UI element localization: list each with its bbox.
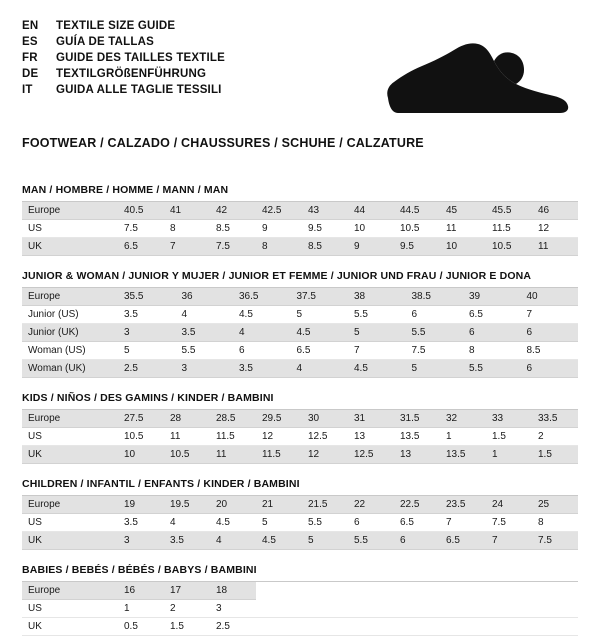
cell: 39 bbox=[463, 288, 521, 306]
cell: 23.5 bbox=[440, 496, 486, 514]
cell: 3 bbox=[176, 360, 234, 378]
cell: 11 bbox=[532, 238, 578, 256]
cell: 5.5 bbox=[302, 514, 348, 532]
cell: 40.5 bbox=[118, 202, 164, 220]
cell-empty bbox=[486, 582, 532, 600]
cell: 1.5 bbox=[532, 446, 578, 464]
language-title: GUIDA ALLE TAGLIE TESSILI bbox=[56, 84, 222, 96]
cell: 8.5 bbox=[210, 220, 256, 238]
cell: 3 bbox=[210, 600, 256, 618]
cell-empty bbox=[348, 582, 394, 600]
cell: 12 bbox=[256, 428, 302, 446]
cell: 2.5 bbox=[118, 360, 176, 378]
cell: 4.5 bbox=[291, 324, 349, 342]
language-title: GUÍA DE TALLAS bbox=[56, 36, 154, 48]
language-code: IT bbox=[22, 84, 33, 96]
cell: 1 bbox=[486, 446, 532, 464]
cell: 6 bbox=[463, 324, 521, 342]
section-babies bbox=[22, 564, 578, 636]
cell: 7.5 bbox=[406, 342, 464, 360]
cell: 18 bbox=[210, 582, 256, 600]
cell: 1.5 bbox=[164, 618, 210, 636]
table-row bbox=[22, 288, 578, 306]
cell-empty bbox=[348, 618, 394, 636]
cell: 6 bbox=[406, 306, 464, 324]
row-label: Europe bbox=[22, 582, 118, 600]
language-code: EN bbox=[22, 20, 39, 32]
cell-empty bbox=[394, 600, 440, 618]
cell: 19 bbox=[118, 496, 164, 514]
cell: 7.5 bbox=[486, 514, 532, 532]
row-label: Europe bbox=[22, 496, 118, 514]
cell: 5 bbox=[256, 514, 302, 532]
cell: 7 bbox=[348, 342, 406, 360]
cell: 44.5 bbox=[394, 202, 440, 220]
cell: 33.5 bbox=[532, 410, 578, 428]
table-row bbox=[22, 446, 578, 464]
language-row bbox=[22, 34, 225, 50]
row-label: UK bbox=[22, 532, 118, 550]
row-label: Woman (US) bbox=[22, 342, 118, 360]
cell: 5.5 bbox=[463, 360, 521, 378]
cell-empty bbox=[532, 582, 578, 600]
cell: 4.5 bbox=[210, 514, 256, 532]
row-label: Europe bbox=[22, 410, 118, 428]
cell: 43 bbox=[302, 202, 348, 220]
language-title: TEXTILGRÖßENFÜHRUNG bbox=[56, 68, 207, 80]
size-table-junior-woman bbox=[22, 288, 578, 378]
cell: 29.5 bbox=[256, 410, 302, 428]
size-table-man bbox=[22, 202, 578, 256]
table-row bbox=[22, 496, 578, 514]
cell: 4 bbox=[291, 360, 349, 378]
cell: 13 bbox=[348, 428, 394, 446]
section-junior-woman bbox=[22, 270, 578, 378]
cell: 9 bbox=[256, 220, 302, 238]
cell: 11 bbox=[210, 446, 256, 464]
cell: 12.5 bbox=[348, 446, 394, 464]
row-label: US bbox=[22, 600, 118, 618]
cell: 5 bbox=[302, 532, 348, 550]
cell: 3.5 bbox=[164, 532, 210, 550]
cell: 19.5 bbox=[164, 496, 210, 514]
cell: 3 bbox=[118, 324, 176, 342]
cell: 4 bbox=[176, 306, 234, 324]
dress-shoe-icon bbox=[382, 36, 572, 122]
size-table-children bbox=[22, 496, 578, 550]
table-row bbox=[22, 618, 578, 636]
cell: 20 bbox=[210, 496, 256, 514]
cell: 27.5 bbox=[118, 410, 164, 428]
table-row bbox=[22, 306, 578, 324]
cell: 4 bbox=[233, 324, 291, 342]
cell: 3.5 bbox=[233, 360, 291, 378]
row-label: US bbox=[22, 428, 118, 446]
cell: 4.5 bbox=[256, 532, 302, 550]
cell: 12.5 bbox=[302, 428, 348, 446]
cell-empty bbox=[486, 618, 532, 636]
section-man bbox=[22, 184, 578, 256]
table-row bbox=[22, 410, 578, 428]
cell: 8.5 bbox=[521, 342, 579, 360]
cell: 33 bbox=[486, 410, 532, 428]
cell-empty bbox=[486, 600, 532, 618]
cell: 36.5 bbox=[233, 288, 291, 306]
cell-empty bbox=[532, 600, 578, 618]
section-title: MAN / HOMBRE / HOMME / MANN / MAN bbox=[22, 184, 578, 202]
cell: 10.5 bbox=[394, 220, 440, 238]
cell: 13 bbox=[394, 446, 440, 464]
cell: 7 bbox=[164, 238, 210, 256]
cell: 45 bbox=[440, 202, 486, 220]
cell: 25 bbox=[532, 496, 578, 514]
cell: 6.5 bbox=[463, 306, 521, 324]
cell: 1 bbox=[440, 428, 486, 446]
row-label: Junior (UK) bbox=[22, 324, 118, 342]
size-table-babies bbox=[22, 582, 578, 636]
cell-empty bbox=[532, 618, 578, 636]
cell: 11.5 bbox=[486, 220, 532, 238]
cell: 6.5 bbox=[118, 238, 164, 256]
cell: 7 bbox=[486, 532, 532, 550]
cell: 9 bbox=[348, 238, 394, 256]
cell: 6 bbox=[394, 532, 440, 550]
cell: 5 bbox=[291, 306, 349, 324]
row-label: UK bbox=[22, 446, 118, 464]
cell: 3.5 bbox=[118, 306, 176, 324]
table-row bbox=[22, 532, 578, 550]
cell: 22 bbox=[348, 496, 394, 514]
row-label: US bbox=[22, 220, 118, 238]
size-table-kids bbox=[22, 410, 578, 464]
row-label: UK bbox=[22, 238, 118, 256]
cell: 4.5 bbox=[348, 360, 406, 378]
cell: 10 bbox=[118, 446, 164, 464]
cell: 6.5 bbox=[394, 514, 440, 532]
cell: 5 bbox=[348, 324, 406, 342]
cell-empty bbox=[256, 618, 302, 636]
language-row bbox=[22, 50, 225, 66]
cell: 3 bbox=[118, 532, 164, 550]
table-row bbox=[22, 514, 578, 532]
cell: 11.5 bbox=[256, 446, 302, 464]
cell: 7 bbox=[521, 306, 579, 324]
cell-empty bbox=[348, 600, 394, 618]
cell: 8 bbox=[463, 342, 521, 360]
cell: 13.5 bbox=[440, 446, 486, 464]
cell-empty bbox=[302, 582, 348, 600]
document-header bbox=[22, 18, 578, 122]
row-label: Junior (US) bbox=[22, 306, 118, 324]
cell: 1 bbox=[118, 600, 164, 618]
cell-empty bbox=[440, 618, 486, 636]
row-label: UK bbox=[22, 618, 118, 636]
cell-empty bbox=[440, 582, 486, 600]
cell: 8.5 bbox=[302, 238, 348, 256]
cell: 1.5 bbox=[486, 428, 532, 446]
cell: 31.5 bbox=[394, 410, 440, 428]
cell: 44 bbox=[348, 202, 394, 220]
row-label: Woman (UK) bbox=[22, 360, 118, 378]
cell: 2 bbox=[532, 428, 578, 446]
language-code: DE bbox=[22, 68, 39, 80]
section-title: CHILDREN / INFANTIL / ENFANTS / KINDER / BAMBINI bbox=[22, 478, 578, 496]
category-line: FOOTWEAR / CALZADO / CHAUSSURES / SCHUHE / CALZATURE bbox=[22, 136, 424, 150]
cell: 11 bbox=[440, 220, 486, 238]
language-title: TEXTILE SIZE GUIDE bbox=[56, 20, 176, 32]
cell: 5 bbox=[118, 342, 176, 360]
cell: 31 bbox=[348, 410, 394, 428]
cell: 13.5 bbox=[394, 428, 440, 446]
cell: 41 bbox=[164, 202, 210, 220]
table-row bbox=[22, 428, 578, 446]
cell: 11.5 bbox=[210, 428, 256, 446]
cell: 11 bbox=[164, 428, 210, 446]
cell: 0.5 bbox=[118, 618, 164, 636]
cell: 28 bbox=[164, 410, 210, 428]
cell: 32 bbox=[440, 410, 486, 428]
table-row bbox=[22, 202, 578, 220]
cell: 6.5 bbox=[291, 342, 349, 360]
cell-empty bbox=[256, 600, 302, 618]
cell: 5.5 bbox=[348, 306, 406, 324]
cell: 38.5 bbox=[406, 288, 464, 306]
cell: 6 bbox=[233, 342, 291, 360]
cell: 28.5 bbox=[210, 410, 256, 428]
cell: 6 bbox=[521, 324, 579, 342]
cell-empty bbox=[394, 618, 440, 636]
cell-empty bbox=[302, 600, 348, 618]
cell: 5.5 bbox=[406, 324, 464, 342]
table-row bbox=[22, 360, 578, 378]
cell: 7.5 bbox=[210, 238, 256, 256]
language-title: GUIDE DES TAILLES TEXTILE bbox=[56, 52, 225, 64]
cell: 4 bbox=[164, 514, 210, 532]
cell: 24 bbox=[486, 496, 532, 514]
row-label: US bbox=[22, 514, 118, 532]
language-row bbox=[22, 82, 225, 98]
cell: 16 bbox=[118, 582, 164, 600]
cell: 7.5 bbox=[532, 532, 578, 550]
cell-empty bbox=[302, 618, 348, 636]
section-title: JUNIOR & WOMAN / JUNIOR Y MUJER / JUNIOR ET FEMME / JUNIOR UND FRAU / JUNIOR E DONA bbox=[22, 270, 578, 288]
cell: 7 bbox=[440, 514, 486, 532]
cell: 21 bbox=[256, 496, 302, 514]
cell: 2.5 bbox=[210, 618, 256, 636]
cell: 5.5 bbox=[176, 342, 234, 360]
cell: 36 bbox=[176, 288, 234, 306]
cell: 10.5 bbox=[164, 446, 210, 464]
cell: 10 bbox=[440, 238, 486, 256]
cell: 4 bbox=[210, 532, 256, 550]
cell: 8 bbox=[532, 514, 578, 532]
language-code: FR bbox=[22, 52, 38, 64]
cell: 10.5 bbox=[486, 238, 532, 256]
cell: 38 bbox=[348, 288, 406, 306]
cell-empty bbox=[256, 582, 302, 600]
cell: 30 bbox=[302, 410, 348, 428]
cell: 6 bbox=[348, 514, 394, 532]
language-code: ES bbox=[22, 36, 38, 48]
cell: 8 bbox=[256, 238, 302, 256]
table-row bbox=[22, 324, 578, 342]
cell: 21.5 bbox=[302, 496, 348, 514]
table-row bbox=[22, 238, 578, 256]
cell: 12 bbox=[302, 446, 348, 464]
cell-empty bbox=[394, 582, 440, 600]
cell: 8 bbox=[164, 220, 210, 238]
cell: 42.5 bbox=[256, 202, 302, 220]
cell: 2 bbox=[164, 600, 210, 618]
section-kids bbox=[22, 392, 578, 464]
cell: 5.5 bbox=[348, 532, 394, 550]
cell: 35.5 bbox=[118, 288, 176, 306]
cell: 42 bbox=[210, 202, 256, 220]
cell: 17 bbox=[164, 582, 210, 600]
cell: 40 bbox=[521, 288, 579, 306]
language-title-list bbox=[22, 18, 225, 98]
cell: 46 bbox=[532, 202, 578, 220]
cell: 9.5 bbox=[394, 238, 440, 256]
language-row bbox=[22, 66, 225, 82]
cell-empty bbox=[440, 600, 486, 618]
cell: 3.5 bbox=[176, 324, 234, 342]
cell: 10 bbox=[348, 220, 394, 238]
cell: 12 bbox=[532, 220, 578, 238]
cell: 10.5 bbox=[118, 428, 164, 446]
row-label: Europe bbox=[22, 202, 118, 220]
language-row bbox=[22, 18, 225, 34]
cell: 37.5 bbox=[291, 288, 349, 306]
cell: 6 bbox=[521, 360, 579, 378]
cell: 7.5 bbox=[118, 220, 164, 238]
cell: 45.5 bbox=[486, 202, 532, 220]
table-row bbox=[22, 582, 578, 600]
table-row bbox=[22, 600, 578, 618]
cell: 22.5 bbox=[394, 496, 440, 514]
cell: 6.5 bbox=[440, 532, 486, 550]
table-row bbox=[22, 220, 578, 238]
section-title: BABIES / BEBÉS / BÉBÉS / BABYS / BAMBINI bbox=[22, 564, 578, 582]
cell: 3.5 bbox=[118, 514, 164, 532]
cell: 9.5 bbox=[302, 220, 348, 238]
cell: 5 bbox=[406, 360, 464, 378]
row-label: Europe bbox=[22, 288, 118, 306]
table-row bbox=[22, 342, 578, 360]
section-title: KIDS / NIÑOS / DES GAMINS / KINDER / BAMBINI bbox=[22, 392, 578, 410]
section-children bbox=[22, 478, 578, 550]
cell: 4.5 bbox=[233, 306, 291, 324]
